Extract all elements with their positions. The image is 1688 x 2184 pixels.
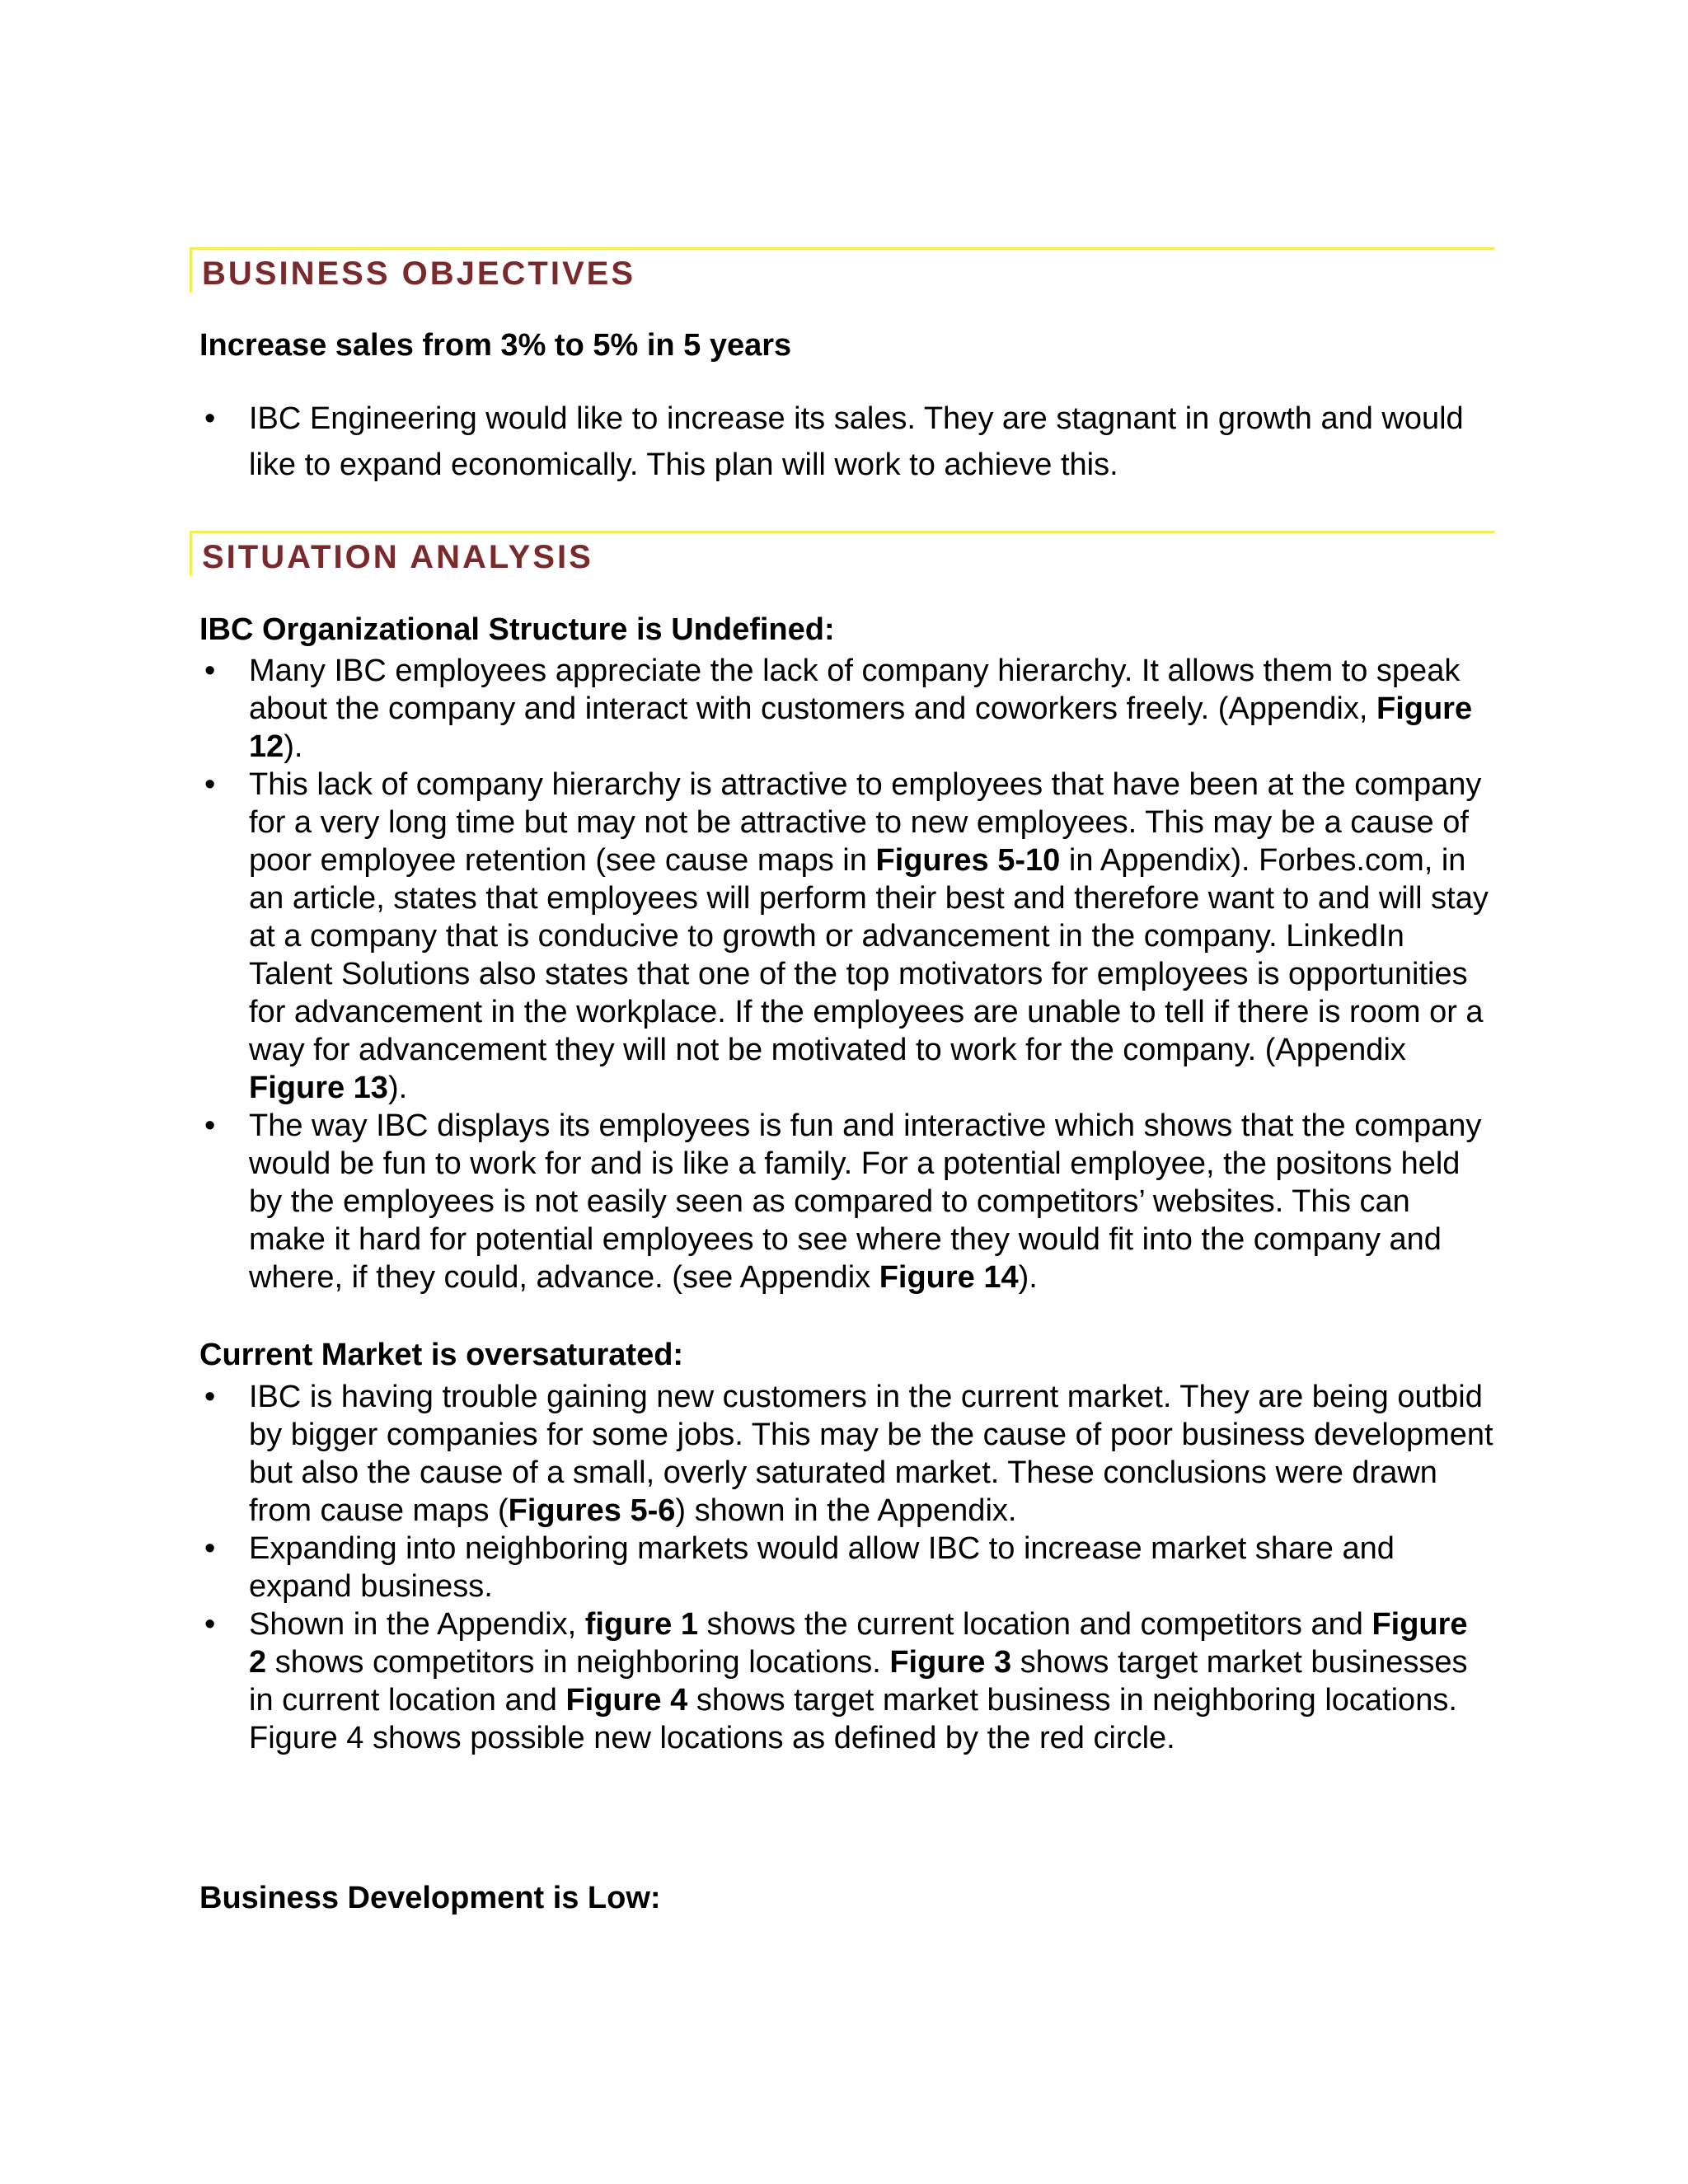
business-objectives-list (199, 396, 1493, 488)
list-item: • Expanding into neighboring markets would allow IBC to increase market share and expand business. (204, 1531, 1395, 1604)
bullet-icon: • (204, 1380, 216, 1414)
list-item: • Many IBC employees appreciate the lack of company hierarchy. It allows them to speak about the company and interact with customers and coworkers freely. (Appendix, Figure 12). (204, 654, 1473, 764)
bullet-icon: • (204, 1607, 216, 1642)
list-item: • The way IBC displays its employees is fun and interactive which shows that the company would be fun to work for and is like a family. For a potential employee, the positons held by the employees is not easily seen as compared to competitors’ websites. This can make it hard for potential employees to see where they would fit into the company and where, if they could, advance. (see Appendix Figure 14). (204, 1108, 1482, 1295)
list-item: • IBC is having trouble gaining new customers in the current market. They are being outbid by bigger companies for some jobs. This may be the cause of poor business development but also the cause of a small, overly saturated market. These conclusions were drawn from cause maps (Figures 5-6) shown in the Appendix. (204, 1380, 1493, 1528)
bullet-icon: • (204, 767, 216, 802)
business-objectives-header (190, 247, 1494, 293)
bullet-icon: • (204, 1531, 216, 1566)
org-structure-list (199, 652, 1493, 1296)
business-objectives-title: BUSINESS OBJECTIVES (202, 255, 636, 292)
market-heading: Current Market is oversaturated: (199, 1338, 684, 1372)
business-development-heading: Business Development is Low: (199, 1881, 661, 1915)
list-item: • This lack of company hierarchy is attractive to employees that have been at the company for a very long time but may not be attractive to new employees. This may be a cause of poor employee retention (see cause maps in Figures 5-10 in Appendix). Forbes.com, in an article, states that employees will perform their best and therefore want to and will stay at a company that is conducive to growth or advancement in the company. LinkedIn Talent Solutions also states that one of the top motivators for employees is opportunities for advancement in the workplace. If the employees are unable to tell if there is room or a way for advancement they will not be motivated to work for the company. (Appendix Figure 13). (204, 767, 1489, 1105)
situation-analysis-header (190, 531, 1494, 576)
list-item: • Shown in the Appendix, figure 1 shows the current location and competitors and Figure 2 shows competitors in neighboring locations. Figure 3 shows target market businesses in current location and Figure 4 shows target market business in neighboring locations. Figure 4 shows possible new locations as defined by the red circle. (204, 1607, 1468, 1755)
situation-analysis-title: SITUATION ANALYSIS (202, 539, 593, 575)
sales-goal-subheading: Increase sales from 3% to 5% in 5 years (199, 328, 792, 363)
bullet-icon: • (204, 654, 216, 688)
org-structure-heading: IBC Organizational Structure is Undefined: (199, 612, 835, 647)
bullet-icon: • (204, 1108, 216, 1143)
list-item: • IBC Engineering would like to increase its sales. They are stagnant in growth and would like to expand economically. This plan will work to achieve this. (199, 396, 1493, 488)
bullet-icon: • (204, 401, 216, 436)
market-list (199, 1378, 1493, 1757)
